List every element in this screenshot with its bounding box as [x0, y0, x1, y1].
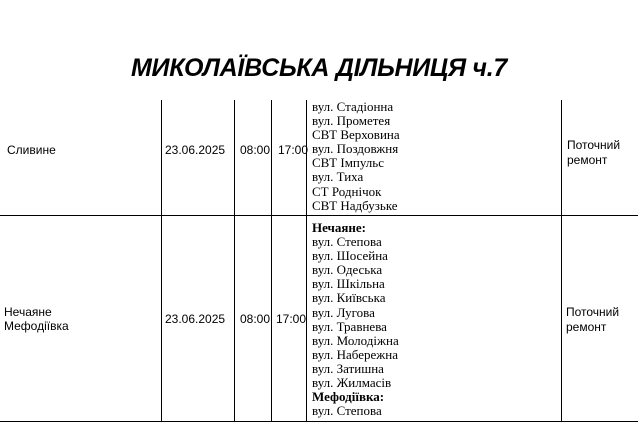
column-divider: [271, 100, 272, 422]
time-end-cell: 17:00: [278, 143, 309, 157]
time-start-cell: 08:00: [240, 312, 271, 326]
list-item: вул. Київська: [312, 290, 386, 306]
row-divider: [0, 215, 638, 216]
list-item: вул. Степова: [312, 234, 382, 250]
date-cell: 23.06.2025: [165, 312, 226, 326]
address-group-heading: Нечаяне:: [312, 220, 367, 235]
column-divider: [561, 100, 562, 422]
list-item: вул. Лугова: [312, 304, 375, 320]
list-item: СВТ Імпульс: [312, 155, 384, 171]
list-item: вул. Одеська: [312, 262, 383, 278]
date-cell: 23.06.2025: [165, 143, 226, 157]
list-item: вул. Шосейна: [312, 248, 388, 264]
address-group-heading: Мефодіївка:: [312, 389, 385, 405]
time-start-cell: 08:00: [240, 143, 271, 157]
list-item: СТ Роднічок: [312, 183, 382, 199]
list-item: вул. Травнева: [312, 318, 387, 334]
settlement-cell: Сливине: [7, 143, 56, 157]
list-item: вул. Поздовжня: [312, 141, 399, 157]
reason-cell: Поточний ремонт: [566, 305, 620, 334]
page-title: МИКОЛАЇВСЬКА ДІЛЬНИЦЯ ч.7: [131, 54, 507, 82]
time-end-cell: 17:00: [276, 312, 307, 326]
list-item: СВТ Верховина: [312, 127, 400, 143]
address-list: [312, 221, 399, 418]
address-list: [312, 100, 400, 213]
list-item: вул. Шкільна: [312, 276, 385, 292]
list-item: вул. Жилмасів: [312, 375, 392, 391]
list-item: вул. Прометея: [312, 113, 391, 129]
column-divider: [234, 100, 235, 422]
list-item: вул. Набережна: [312, 346, 398, 362]
list-item: вул. Степова: [312, 403, 382, 419]
list-item: СВТ Надбузьке: [312, 197, 398, 213]
reason-cell: Поточний ремонт: [567, 138, 621, 167]
settlement-cell: Нечаяне Мефодіївка: [4, 305, 69, 333]
column-divider: [161, 100, 162, 422]
list-item: вул. Стадіонна: [312, 99, 394, 114]
list-item: вул. Затишна: [312, 360, 384, 376]
list-item: вул. Тиха: [312, 169, 364, 185]
list-item: вул. Молодіжна: [312, 332, 399, 348]
